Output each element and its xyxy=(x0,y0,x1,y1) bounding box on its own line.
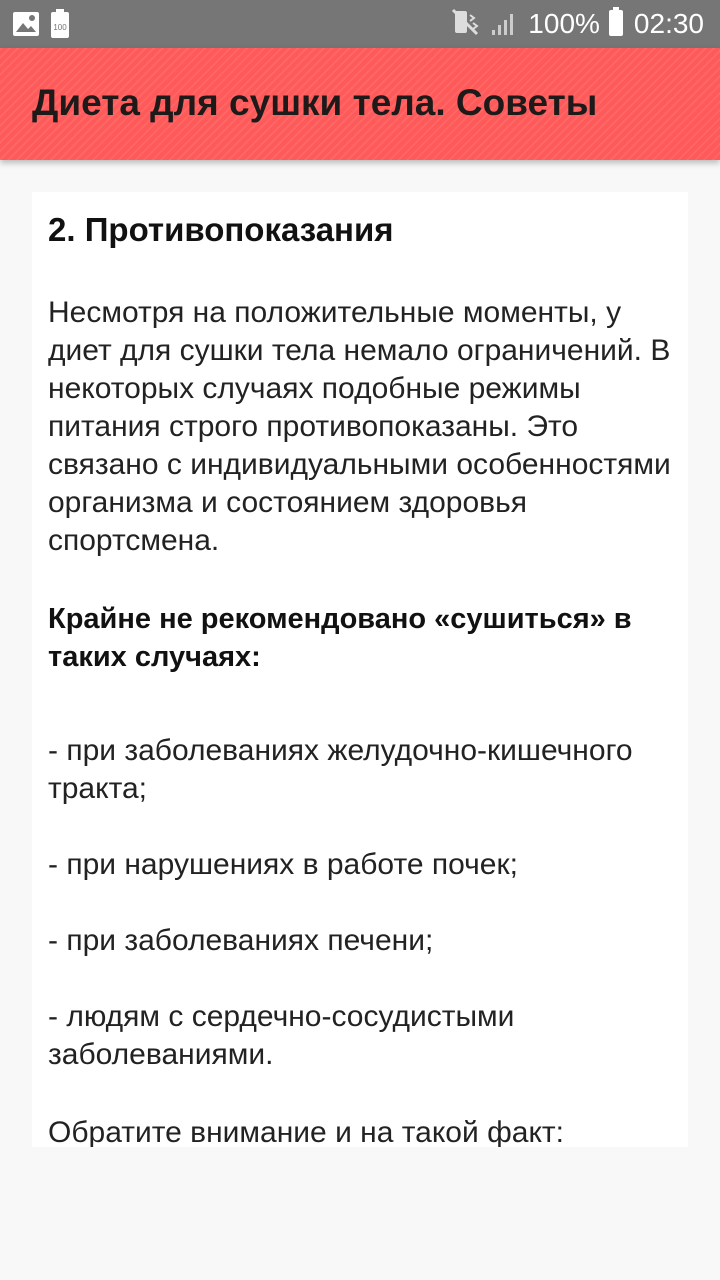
list-item: - при заболеваниях печени; xyxy=(48,924,434,957)
list-item: - людям с сердечно-сосудистыми заболеваниями. xyxy=(48,1000,515,1071)
app-bar xyxy=(0,48,720,160)
article-warning: Крайне не рекомендовано «сушиться» в таких случаях: xyxy=(48,603,632,673)
mute-icon xyxy=(450,7,480,42)
article-card xyxy=(32,192,688,1147)
app-title: Диета для сушки тела. Советы xyxy=(32,82,598,123)
svg-text:100: 100 xyxy=(53,23,67,32)
status-bar xyxy=(0,0,720,48)
status-bar-left xyxy=(12,9,80,44)
signal-icon xyxy=(490,8,518,41)
article-intro: Несмотря на положительные моменты, у диет для сушки тела немало ограничений. В некоторых случаях подобные режимы питания строго противопоказаны. Это связано с индивидуальными особенностями организма и состоянием здоровья спортсмена. xyxy=(48,296,671,557)
image-icon xyxy=(12,11,40,42)
article-heading: 2. Противопоказания xyxy=(48,211,394,248)
battery-percent: 100% xyxy=(528,8,600,39)
status-bar-right xyxy=(450,0,704,48)
list-item: - при заболеваниях желудочно-кишечного тракта; xyxy=(48,734,633,805)
article-body xyxy=(32,192,688,1147)
battery-icon xyxy=(608,7,624,42)
article-closing: Обратите внимание и на такой факт: xyxy=(48,1116,564,1147)
battery-saver-icon xyxy=(50,9,70,44)
status-time: 02:30 xyxy=(633,8,704,39)
list-item: - при нарушениях в работе почек; xyxy=(48,848,518,881)
